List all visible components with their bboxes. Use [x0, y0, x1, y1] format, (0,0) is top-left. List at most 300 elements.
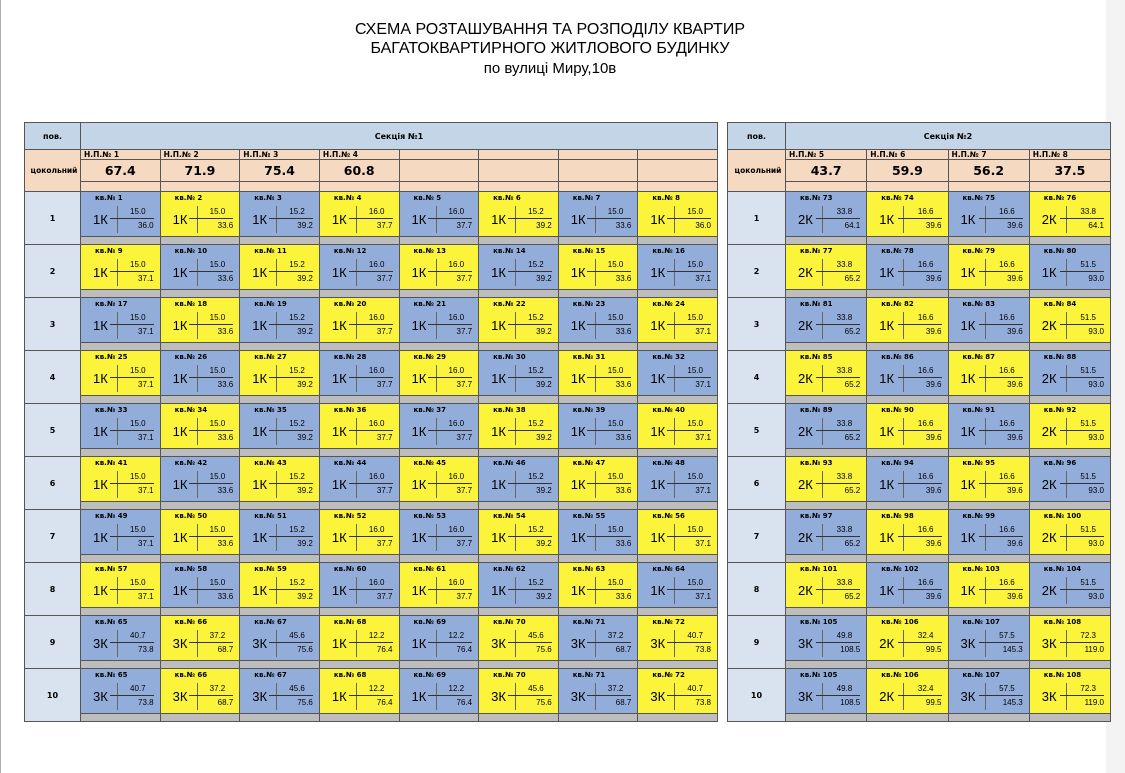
total-area: 33.6 — [217, 327, 234, 336]
apartment-cell[interactable] — [786, 669, 867, 714]
room-count: 3К — [172, 636, 188, 651]
apartment-cell[interactable] — [240, 669, 320, 714]
apartment-number: кв.№ 65 — [95, 618, 128, 626]
apartment-cell[interactable] — [399, 563, 479, 608]
np-empty-cell — [558, 160, 638, 182]
living-area: 15.0 — [687, 472, 703, 481]
apartment-cell[interactable] — [867, 192, 948, 237]
gap-cell — [399, 237, 479, 245]
apartment-cell[interactable] — [160, 404, 240, 449]
room-count: 1К — [331, 424, 347, 439]
total-area: 68.7 — [615, 698, 632, 707]
apartment-cell[interactable] — [558, 351, 638, 396]
apartment-cell[interactable] — [1029, 245, 1110, 290]
apartment-number: кв.№ 34 — [174, 406, 208, 414]
apartment-cell[interactable] — [558, 457, 638, 502]
apartment-cell[interactable] — [638, 404, 718, 449]
gap-cell — [867, 290, 948, 298]
room-count: 2К — [798, 371, 813, 386]
apartment-cell[interactable] — [1029, 457, 1110, 502]
apartment-number: кв.№ 40 — [652, 406, 685, 414]
divider — [436, 365, 437, 392]
apartment-cell[interactable] — [240, 192, 320, 237]
divider — [985, 630, 986, 657]
total-area: 39.2 — [536, 433, 552, 442]
apartment-cell[interactable] — [160, 616, 240, 661]
apartment-cell[interactable] — [1029, 616, 1110, 661]
apartment-cell[interactable] — [948, 298, 1029, 343]
apartment-number: кв.№ 15 — [572, 247, 606, 255]
apartment-number: кв.№ 87 — [962, 353, 995, 361]
apartment-cell[interactable] — [786, 351, 867, 396]
divider — [595, 524, 596, 551]
gap-cell — [558, 343, 638, 351]
np-empty-cell — [399, 160, 479, 182]
apartment-cell[interactable] — [479, 404, 559, 449]
apartment-cell[interactable] — [948, 510, 1029, 555]
apartment-cell[interactable] — [558, 298, 638, 343]
gap-cell — [786, 608, 867, 616]
apartment-cell[interactable] — [867, 563, 948, 608]
apartment-number: кв.№ 56 — [652, 512, 685, 520]
living-area: 15.0 — [130, 419, 146, 428]
gap-cell — [638, 343, 718, 351]
apartment-number: кв.№ 38 — [493, 406, 526, 414]
apartment-cell[interactable] — [638, 298, 718, 343]
gap-cell — [81, 661, 161, 669]
apartment-cell[interactable] — [786, 457, 867, 502]
fraction-line — [269, 218, 313, 219]
apartment-number: кв.№ 39 — [572, 406, 606, 414]
apartment-cell[interactable] — [638, 351, 718, 396]
apartment-number: кв.№ 58 — [174, 565, 208, 573]
living-area: 16.0 — [448, 419, 465, 428]
living-area: 15.2 — [528, 578, 544, 587]
total-area: 37.1 — [138, 380, 154, 389]
apartment-cell[interactable] — [160, 457, 240, 502]
apartment-cell[interactable] — [240, 510, 320, 555]
room-count: 1К — [172, 212, 188, 227]
apartment-cell[interactable] — [867, 351, 948, 396]
total-area: 75.6 — [297, 645, 313, 654]
divider — [822, 259, 823, 286]
total-area: 39.6 — [925, 433, 942, 442]
living-area: 15.0 — [209, 260, 226, 269]
room-count: 1К — [491, 318, 506, 333]
apartment-cell[interactable] — [240, 245, 320, 290]
fraction-line — [1060, 695, 1104, 696]
apartment-cell[interactable] — [81, 457, 161, 502]
divider — [197, 418, 198, 445]
apartment-cell[interactable] — [1029, 298, 1110, 343]
apartment-cell[interactable] — [867, 457, 948, 502]
apartment-cell[interactable] — [160, 245, 240, 290]
total-area: 93.0 — [1088, 274, 1104, 283]
divider — [903, 312, 904, 339]
room-count: 1К — [331, 477, 347, 492]
divider — [436, 630, 437, 657]
total-area: 37.1 — [138, 592, 154, 601]
fraction-line — [508, 589, 552, 590]
apartment-cell[interactable] — [786, 510, 867, 555]
fraction-line — [269, 695, 313, 696]
living-area: 33.8 — [836, 419, 853, 428]
divider — [515, 524, 516, 551]
apartment-cell[interactable] — [948, 404, 1029, 449]
apartment-cell[interactable] — [867, 510, 948, 555]
apartment-cell[interactable] — [867, 616, 948, 661]
apartment-cell[interactable] — [479, 298, 559, 343]
apartment-cell[interactable] — [638, 192, 718, 237]
apartment-number: кв.№ 12 — [333, 247, 367, 255]
divider — [276, 630, 277, 657]
fraction-line — [349, 536, 393, 537]
room-count: 1К — [411, 583, 427, 598]
room-count: 1К — [570, 477, 586, 492]
room-count: 1К — [411, 318, 427, 333]
room-count: 1К — [331, 265, 347, 280]
apartment-cell[interactable] — [786, 245, 867, 290]
apartment-cell[interactable] — [319, 404, 399, 449]
gap-cell — [948, 396, 1029, 404]
total-area: 37.7 — [456, 539, 473, 548]
total-area: 39.2 — [297, 327, 313, 336]
fraction-line — [189, 271, 233, 272]
apartment-cell[interactable] — [638, 457, 718, 502]
apartment-cell[interactable] — [786, 192, 867, 237]
gap-cell — [479, 502, 559, 510]
apartment-cell[interactable] — [948, 616, 1029, 661]
apartment-cell[interactable] — [399, 457, 479, 502]
total-area: 36.0 — [138, 221, 154, 230]
fraction-line — [508, 271, 552, 272]
room-count: 1К — [172, 265, 188, 280]
gap-cell — [479, 449, 559, 457]
total-area: 39.2 — [297, 221, 313, 230]
apartment-cell[interactable] — [638, 616, 718, 661]
fraction-line — [667, 642, 711, 643]
apartment-cell[interactable] — [399, 669, 479, 714]
apartment-cell[interactable] — [160, 669, 240, 714]
floor-number: 9 — [25, 616, 81, 669]
np-empty-cell — [638, 160, 718, 182]
apartment-number: кв.№ 69 — [413, 618, 446, 626]
fraction-line — [898, 642, 942, 643]
apartment-cell[interactable] — [638, 563, 718, 608]
fraction-line — [508, 483, 552, 484]
apartment-cell[interactable] — [1029, 351, 1110, 396]
apartment-cell[interactable] — [558, 669, 638, 714]
np-area: 67.4 — [81, 160, 161, 182]
room-count: 1К — [650, 530, 666, 545]
divider — [1066, 418, 1067, 445]
total-area: 39.2 — [297, 274, 313, 283]
gap-cell — [399, 290, 479, 298]
apartment-cell[interactable] — [479, 510, 559, 555]
total-area: 33.6 — [615, 274, 632, 283]
room-count: 2К — [798, 212, 813, 227]
room-count: 1К — [172, 530, 188, 545]
apartment-cell[interactable] — [81, 616, 161, 661]
room-count: 3К — [960, 689, 976, 704]
gap-cell — [81, 608, 161, 616]
apartment-cell[interactable] — [867, 245, 948, 290]
room-count: 3К — [93, 636, 108, 651]
apartment-cell[interactable] — [319, 245, 399, 290]
apartment-cell[interactable] — [558, 616, 638, 661]
apartment-cell[interactable] — [558, 510, 638, 555]
gap-cell — [160, 502, 240, 510]
apartment-number: кв.№ 105 — [800, 618, 838, 626]
divider — [515, 312, 516, 339]
apartment-cell[interactable] — [479, 616, 559, 661]
apartment-number: кв.№ 51 — [254, 512, 287, 520]
gap-cell — [319, 449, 399, 457]
apartment-cell[interactable] — [399, 245, 479, 290]
apartment-number: кв.№ 86 — [881, 353, 914, 361]
total-area: 37.1 — [695, 433, 711, 442]
total-area: 33.6 — [217, 221, 234, 230]
apartment-cell[interactable] — [1029, 404, 1110, 449]
room-count: 3К — [1041, 636, 1057, 651]
apartment-cell[interactable] — [399, 510, 479, 555]
fraction-line — [269, 483, 313, 484]
room-count: 3К — [491, 689, 506, 704]
total-area: 39.6 — [925, 327, 942, 336]
apartment-cell[interactable] — [479, 192, 559, 237]
apartment-cell[interactable] — [240, 351, 320, 396]
apartment-cell[interactable] — [948, 563, 1029, 608]
gap-cell — [240, 661, 320, 669]
fraction-line — [269, 430, 313, 431]
apartment-cell[interactable] — [867, 669, 948, 714]
apartment-cell[interactable] — [1029, 510, 1110, 555]
fraction-line — [979, 218, 1023, 219]
divider — [595, 312, 596, 339]
gap-cell — [1029, 343, 1110, 351]
apartment-cell[interactable] — [786, 563, 867, 608]
room-count: 3К — [570, 636, 586, 651]
apartment-cell[interactable] — [319, 510, 399, 555]
divider — [822, 524, 823, 551]
apartment-number: кв.№ 14 — [493, 247, 526, 255]
apartment-cell[interactable] — [867, 404, 948, 449]
divider — [903, 577, 904, 604]
apartment-cell[interactable] — [240, 298, 320, 343]
apartment-cell[interactable] — [638, 669, 718, 714]
gap-cell — [558, 237, 638, 245]
apartment-cell[interactable] — [948, 351, 1029, 396]
apartment-cell[interactable] — [240, 457, 320, 502]
apartment-cell[interactable] — [319, 563, 399, 608]
divider — [356, 206, 357, 233]
room-count: 1К — [960, 477, 976, 492]
fraction-line — [508, 642, 552, 643]
apartment-cell[interactable] — [160, 298, 240, 343]
apartment-cell[interactable] — [948, 245, 1029, 290]
apartment-cell[interactable] — [81, 404, 161, 449]
apartment-cell[interactable] — [160, 192, 240, 237]
living-area: 16.6 — [917, 313, 934, 322]
apartment-cell[interactable] — [81, 669, 161, 714]
room-count: 1К — [331, 583, 347, 598]
room-count: 1К — [570, 318, 586, 333]
apartment-cell[interactable] — [638, 510, 718, 555]
fraction-line — [816, 271, 860, 272]
total-area: 37.1 — [138, 486, 154, 495]
apartment-cell[interactable] — [319, 669, 399, 714]
apartment-cell[interactable] — [81, 351, 161, 396]
apartment-cell[interactable] — [786, 616, 867, 661]
apartment-cell[interactable] — [81, 192, 161, 237]
gap-cell — [1029, 290, 1110, 298]
total-area: 33.6 — [217, 486, 234, 495]
apartment-cell[interactable] — [319, 192, 399, 237]
living-area: 15.0 — [687, 419, 703, 428]
apartment-number: кв.№ 83 — [962, 300, 995, 308]
living-area: 15.2 — [528, 525, 544, 534]
apartment-cell[interactable] — [786, 404, 867, 449]
fraction-line — [508, 536, 552, 537]
gap-cell — [867, 714, 948, 722]
apartment-cell[interactable] — [479, 245, 559, 290]
fraction-line — [1060, 430, 1104, 431]
spacer-cell — [558, 182, 638, 192]
apartment-cell[interactable] — [319, 351, 399, 396]
fraction-line — [587, 589, 631, 590]
fraction-line — [667, 271, 711, 272]
apartment-cell[interactable] — [948, 669, 1029, 714]
apartment-cell[interactable] — [948, 192, 1029, 237]
apartment-cell[interactable] — [1029, 192, 1110, 237]
apartment-cell[interactable] — [240, 563, 320, 608]
total-area: 65.2 — [844, 486, 861, 495]
fraction-line — [898, 218, 942, 219]
apartment-cell[interactable] — [399, 192, 479, 237]
apartment-cell[interactable] — [867, 298, 948, 343]
apartment-cell[interactable] — [399, 616, 479, 661]
living-area: 12.2 — [448, 631, 465, 640]
total-area: 39.6 — [1007, 539, 1023, 548]
divider — [356, 471, 357, 498]
apartment-cell[interactable] — [1029, 563, 1110, 608]
room-count: 1К — [172, 583, 188, 598]
gap-cell — [81, 290, 161, 298]
total-area: 37.7 — [456, 486, 473, 495]
spacer-cell — [240, 182, 320, 192]
total-area: 76.4 — [456, 698, 473, 707]
document-title — [300, 20, 800, 78]
living-area: 45.6 — [528, 631, 544, 640]
total-area: 108.5 — [840, 698, 861, 707]
apartment-cell[interactable] — [638, 245, 718, 290]
fraction-line — [979, 589, 1023, 590]
gap-cell — [479, 396, 559, 404]
divider — [903, 418, 904, 445]
total-area: 33.6 — [217, 433, 234, 442]
apartment-number: кв.№ 31 — [572, 353, 606, 361]
total-area: 145.3 — [1002, 698, 1023, 707]
divider — [985, 524, 986, 551]
apartment-cell[interactable] — [558, 245, 638, 290]
total-area: 76.4 — [456, 645, 473, 654]
apartment-cell[interactable] — [786, 298, 867, 343]
apartment-cell[interactable] — [319, 616, 399, 661]
apartment-cell[interactable] — [948, 457, 1029, 502]
apartment-cell[interactable] — [160, 510, 240, 555]
apartment-cell[interactable] — [558, 404, 638, 449]
divider — [985, 683, 986, 710]
apartment-number: кв.№ 68 — [333, 671, 367, 679]
apartment-cell[interactable] — [160, 563, 240, 608]
living-area: 15.2 — [289, 313, 305, 322]
apartment-number: кв.№ 95 — [962, 459, 995, 467]
apartment-cell[interactable] — [319, 457, 399, 502]
divider — [515, 365, 516, 392]
apartment-number: кв.№ 21 — [413, 300, 446, 308]
apartment-cell[interactable] — [479, 457, 559, 502]
apartment-cell[interactable] — [81, 563, 161, 608]
fraction-line — [1060, 377, 1104, 378]
gap-cell — [558, 396, 638, 404]
apartment-cell[interactable] — [160, 351, 240, 396]
floor-number: 3 — [728, 298, 786, 351]
total-area: 68.7 — [217, 645, 234, 654]
fraction-line — [428, 271, 472, 272]
living-area: 16.0 — [448, 472, 465, 481]
divider — [515, 577, 516, 604]
apartment-cell[interactable] — [558, 563, 638, 608]
apartment-cell[interactable] — [558, 192, 638, 237]
apartment-number: кв.№ 65 — [95, 671, 128, 679]
apartment-cell[interactable] — [479, 563, 559, 608]
gap-cell — [160, 290, 240, 298]
apartment-cell[interactable] — [479, 669, 559, 714]
fraction-line — [816, 695, 860, 696]
apartment-cell[interactable] — [319, 298, 399, 343]
fraction-line — [189, 430, 233, 431]
gap-cell — [240, 343, 320, 351]
apartment-number: кв.№ 60 — [333, 565, 367, 573]
section-2-table — [727, 122, 1111, 722]
living-area: 16.6 — [917, 578, 934, 587]
apartment-cell[interactable] — [399, 351, 479, 396]
divider — [117, 683, 118, 710]
apartment-cell[interactable] — [240, 404, 320, 449]
apartment-cell[interactable] — [81, 510, 161, 555]
apartment-number: кв.№ 33 — [95, 406, 128, 414]
apartment-cell[interactable] — [81, 298, 161, 343]
living-area: 51.5 — [1080, 260, 1096, 269]
apartment-cell[interactable] — [240, 616, 320, 661]
apartment-number: кв.№ 61 — [413, 565, 446, 573]
room-count: 1К — [960, 583, 976, 598]
living-area: 16.0 — [448, 578, 465, 587]
room-count: 1К — [411, 424, 427, 439]
apartment-number: кв.№ 35 — [254, 406, 287, 414]
apartment-cell[interactable] — [81, 245, 161, 290]
apartment-cell[interactable] — [399, 298, 479, 343]
apartment-cell[interactable] — [479, 351, 559, 396]
gap-cell — [638, 237, 718, 245]
room-count: 1К — [172, 424, 188, 439]
total-area: 33.6 — [615, 221, 632, 230]
apartment-cell[interactable] — [1029, 669, 1110, 714]
divider — [515, 418, 516, 445]
apartment-cell[interactable] — [399, 404, 479, 449]
apartment-number: кв.№ 17 — [95, 300, 128, 308]
gap-cell — [867, 661, 948, 669]
